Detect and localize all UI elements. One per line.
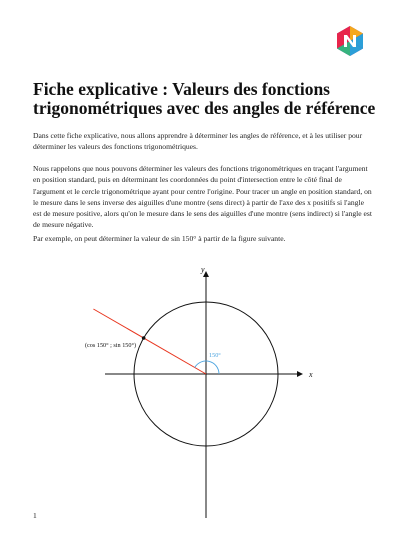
page-title: Fiche explicative : Valeurs des fonctions trigonométriques avec des angles de référence <box>33 79 376 118</box>
intro-paragraph: Dans cette fiche explicative, nous allons apprendre à déterminer les angles de référence, et à les utiliser pour déterminer les valeurs des fonctions trigonométriques. <box>33 131 363 152</box>
intersection-point <box>142 336 146 340</box>
nagwa-logo-icon <box>335 26 365 56</box>
x-axis-label: x <box>309 370 313 379</box>
angle-label: 150° <box>209 352 221 359</box>
page-number: 1 <box>33 511 37 520</box>
unit-circle-figure <box>0 260 400 530</box>
angle-arc <box>195 361 219 374</box>
recall-paragraph: Nous rappelons que nous pouvons déterminer les valeurs des fonctions trigonométriques en traçant l'argument en position standard, puis en déterminant les coordonnées du point d'intersection entre le côté final de l'argument et le cercle trigonométrique ayant pour centre l'origine. Pour tracer un angle en position standard, on le mesure dans le sens inverse des aiguilles d'une montre (sens direct) à partir de l'axe des x positifs si l'angle est de mesure positive, alors qu'on le mesure dans le sens des aiguilles d'une montre (sens indirect) si l'angle est de mesure négative. <box>33 164 372 230</box>
point-label: (cos 150° ; sin 150°) <box>85 342 137 349</box>
example-paragraph: Par exemple, on peut déterminer la valeur de sin 150° à partir de la figure suivante. <box>33 234 286 243</box>
y-axis-label: y <box>201 265 205 274</box>
